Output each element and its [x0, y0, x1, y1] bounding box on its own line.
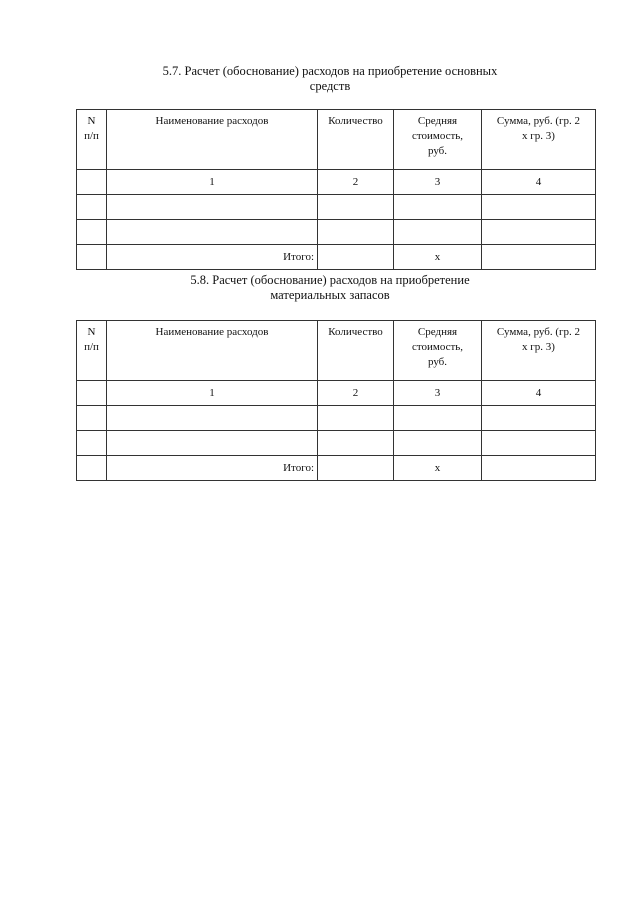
table-cell — [77, 406, 107, 431]
column-number: 4 — [482, 381, 596, 406]
table-header-row — [77, 321, 596, 381]
table-cell — [482, 406, 596, 431]
column-number: 1 — [107, 170, 318, 195]
column-numbers-row — [77, 170, 596, 195]
section-5-7-title — [100, 64, 560, 94]
table-cell — [77, 245, 107, 270]
table-cell — [318, 245, 394, 270]
table-cell — [482, 245, 596, 270]
table-cell — [482, 220, 596, 245]
table-cell — [77, 195, 107, 220]
column-number: 1 — [107, 381, 318, 406]
table-cell — [107, 220, 318, 245]
table-cell — [107, 431, 318, 456]
col-header-name: Наименование расходов — [107, 110, 318, 170]
section-title-line: 5.8. Расчет (обоснование) расходов на приобретение — [190, 273, 470, 287]
column-number: 2 — [318, 381, 394, 406]
total-row — [77, 456, 596, 481]
table-cell — [394, 431, 482, 456]
total-label: Итого: — [107, 456, 318, 481]
section-title-line: материальных запасов — [270, 288, 390, 302]
col-header-name: Наименование расходов — [107, 321, 318, 381]
col-header-quantity: Количество — [318, 321, 394, 381]
col-header-sum: Сумма, руб. (гр. 2 х гр. 3) — [482, 110, 596, 170]
table-cell — [318, 195, 394, 220]
total-average-cost-mark: х — [394, 245, 482, 270]
table-cell — [318, 220, 394, 245]
table-cell — [107, 406, 318, 431]
table-cell — [482, 195, 596, 220]
total-average-cost-mark: х — [394, 456, 482, 481]
col-header-quantity: Количество — [318, 110, 394, 170]
table-cell — [394, 406, 482, 431]
table-cell — [482, 431, 596, 456]
section-title-line: 5.7. Расчет (обоснование) расходов на приобретение основных — [162, 64, 498, 78]
column-number: 3 — [394, 381, 482, 406]
table-cell — [77, 381, 107, 406]
col-header-average-cost: Средняя стоимость, руб. — [394, 110, 482, 170]
fixed-assets-cost-table — [76, 109, 596, 270]
column-number: 3 — [394, 170, 482, 195]
total-label: Итого: — [107, 245, 318, 270]
table-cell — [482, 456, 596, 481]
section-5-8-title — [100, 273, 560, 303]
section-title-line: средств — [309, 79, 351, 93]
table-cell — [77, 170, 107, 195]
table-cell — [107, 195, 318, 220]
table-header-row — [77, 110, 596, 170]
col-header-number: N п/п — [77, 110, 107, 170]
table-row — [77, 220, 596, 245]
column-number: 2 — [318, 170, 394, 195]
col-header-average-cost: Средняя стоимость, руб. — [394, 321, 482, 381]
material-stocks-cost-table — [76, 320, 596, 481]
table-cell — [394, 195, 482, 220]
table-cell — [318, 431, 394, 456]
table-row — [77, 431, 596, 456]
col-header-number: N п/п — [77, 321, 107, 381]
table-row — [77, 406, 596, 431]
col-header-sum: Сумма, руб. (гр. 2 х гр. 3) — [482, 321, 596, 381]
table-cell — [77, 456, 107, 481]
column-number: 4 — [482, 170, 596, 195]
table-cell — [77, 431, 107, 456]
table-cell — [77, 220, 107, 245]
table-cell — [318, 406, 394, 431]
total-row — [77, 245, 596, 270]
column-numbers-row — [77, 381, 596, 406]
table-cell — [318, 456, 394, 481]
table-cell — [394, 220, 482, 245]
table-row — [77, 195, 596, 220]
